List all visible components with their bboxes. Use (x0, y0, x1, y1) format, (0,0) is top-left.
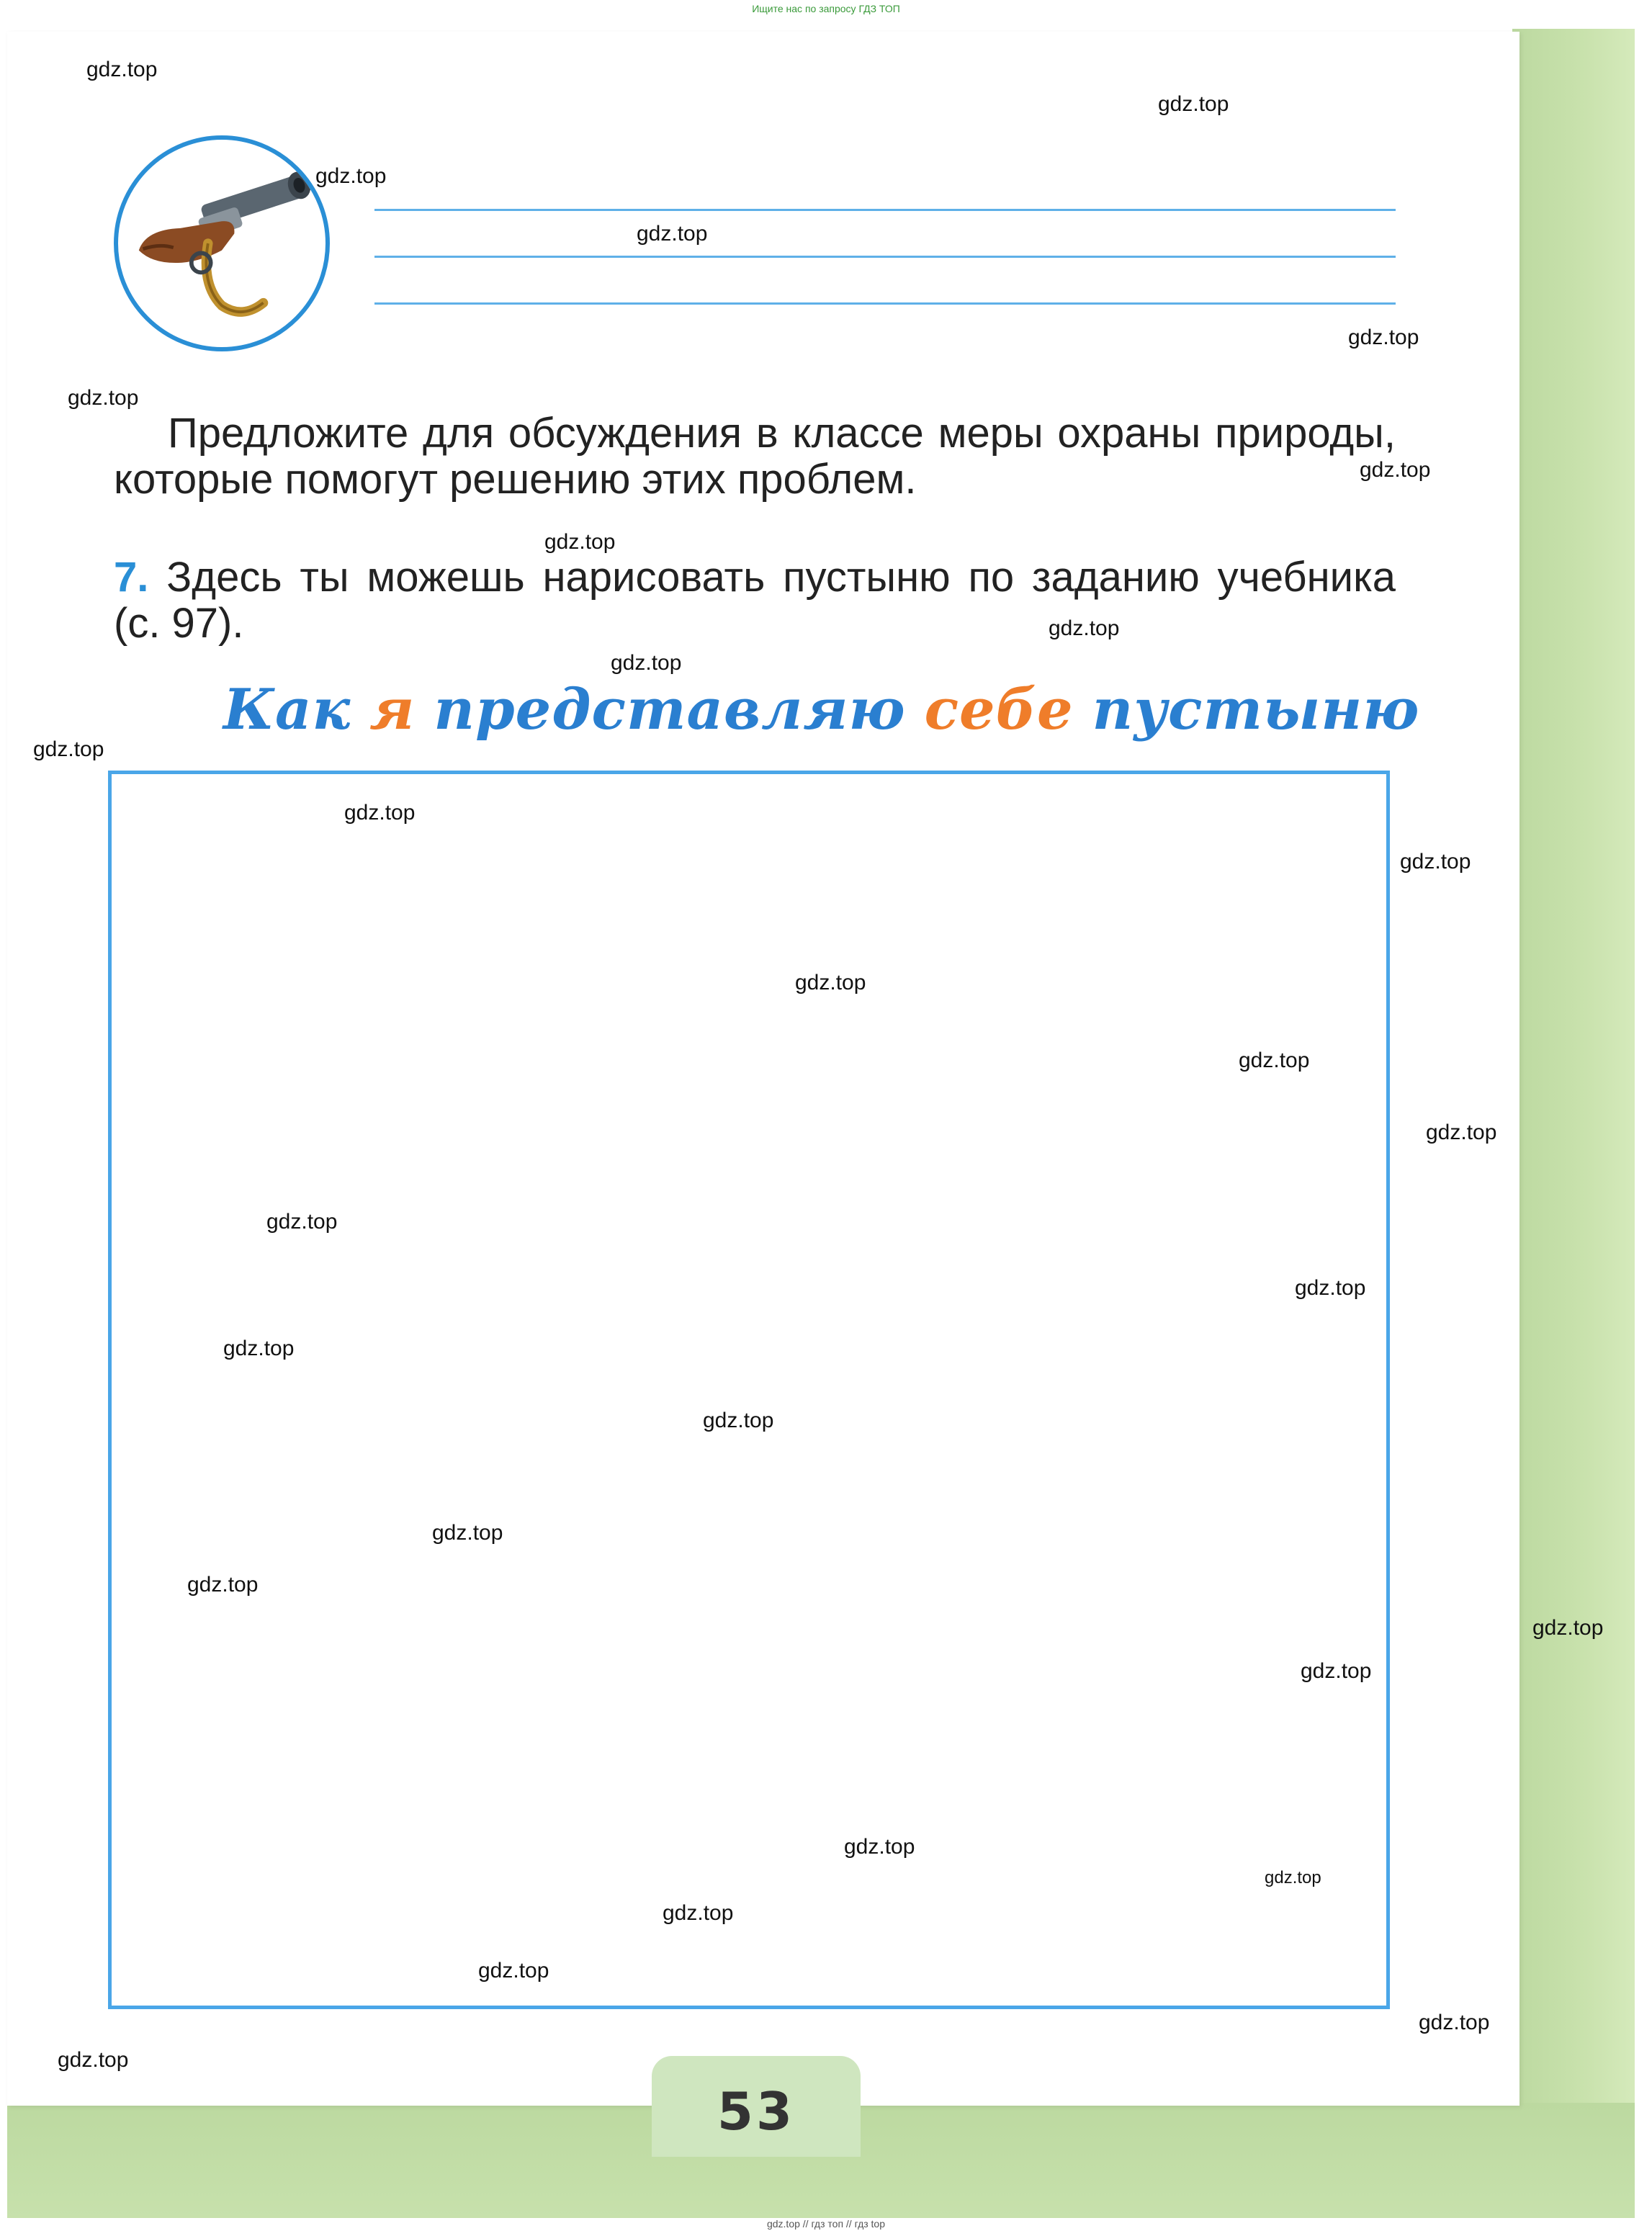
watermark: gdz.top (611, 651, 682, 675)
watermark: gdz.top (703, 1409, 774, 1432)
watermark: gdz.top (844, 1835, 915, 1859)
drawing-title-word: я (369, 677, 416, 742)
watermark: gdz.top (68, 386, 139, 410)
watermark: gdz.top (58, 2048, 129, 2072)
task7-number: 7. (114, 554, 149, 601)
task7-text: 7. Здесь ты можешь нарисовать пустыню по заданию учебника (с. 97). (114, 554, 1396, 647)
watermark: gdz.top (1301, 1659, 1372, 1683)
watermark: gdz.top (33, 737, 104, 761)
watermark: gdz.top (1400, 850, 1471, 874)
drawing-title-word: себе (924, 677, 1074, 742)
watermark: gdz.top (344, 801, 416, 825)
watermark: gdz.top (1049, 616, 1120, 640)
header-note: Ищите нас по запросу ГДЗ ТОП (752, 3, 900, 14)
watermark: gdz.top (637, 222, 708, 246)
watermark: gdz.top (1158, 92, 1229, 116)
watermark: gdz.top (478, 1959, 549, 1983)
watermark: gdz.top (1360, 458, 1431, 482)
musket-medallion-icon (114, 135, 330, 351)
watermark: gdz.top (544, 530, 616, 554)
watermark: gdz.top (223, 1337, 295, 1360)
drawing-title (223, 677, 1420, 742)
task6-text: Предложите для обсуждения в классе меры охраны природы, которые помогут решению этих проблем. (114, 410, 1396, 503)
watermark: gdz.top (1348, 325, 1419, 349)
watermark: gdz.top (1419, 2011, 1490, 2034)
drawing-area[interactable] (108, 771, 1390, 2009)
green-margin-right (1512, 29, 1635, 2218)
watermark: gdz.top (432, 1521, 503, 1545)
drawing-title-word: пустыню (1092, 677, 1420, 742)
watermark: gdz.top (1265, 1868, 1321, 1887)
watermark: gdz.top (266, 1210, 338, 1234)
watermark: gdz.top (1532, 1616, 1604, 1640)
watermark: gdz.top (86, 58, 158, 81)
watermark: gdz.top (795, 971, 866, 994)
watermark: gdz.top (1426, 1121, 1497, 1144)
drawing-title-word: представляю (434, 677, 906, 742)
answer-line-1[interactable] (374, 209, 1396, 211)
watermark: gdz.top (187, 1573, 259, 1597)
watermark: gdz.top (1295, 1276, 1366, 1300)
footer-note: gdz.top // гдз топ // гдз top (766, 2218, 886, 2230)
drawing-title-word: Как (223, 677, 351, 742)
watermark: gdz.top (1239, 1049, 1310, 1072)
watermark: gdz.top (315, 164, 387, 188)
page-number: 53 (717, 2081, 796, 2142)
answer-line-2[interactable] (374, 256, 1396, 258)
watermark: gdz.top (663, 1901, 734, 1925)
answer-line-3[interactable] (374, 302, 1396, 305)
